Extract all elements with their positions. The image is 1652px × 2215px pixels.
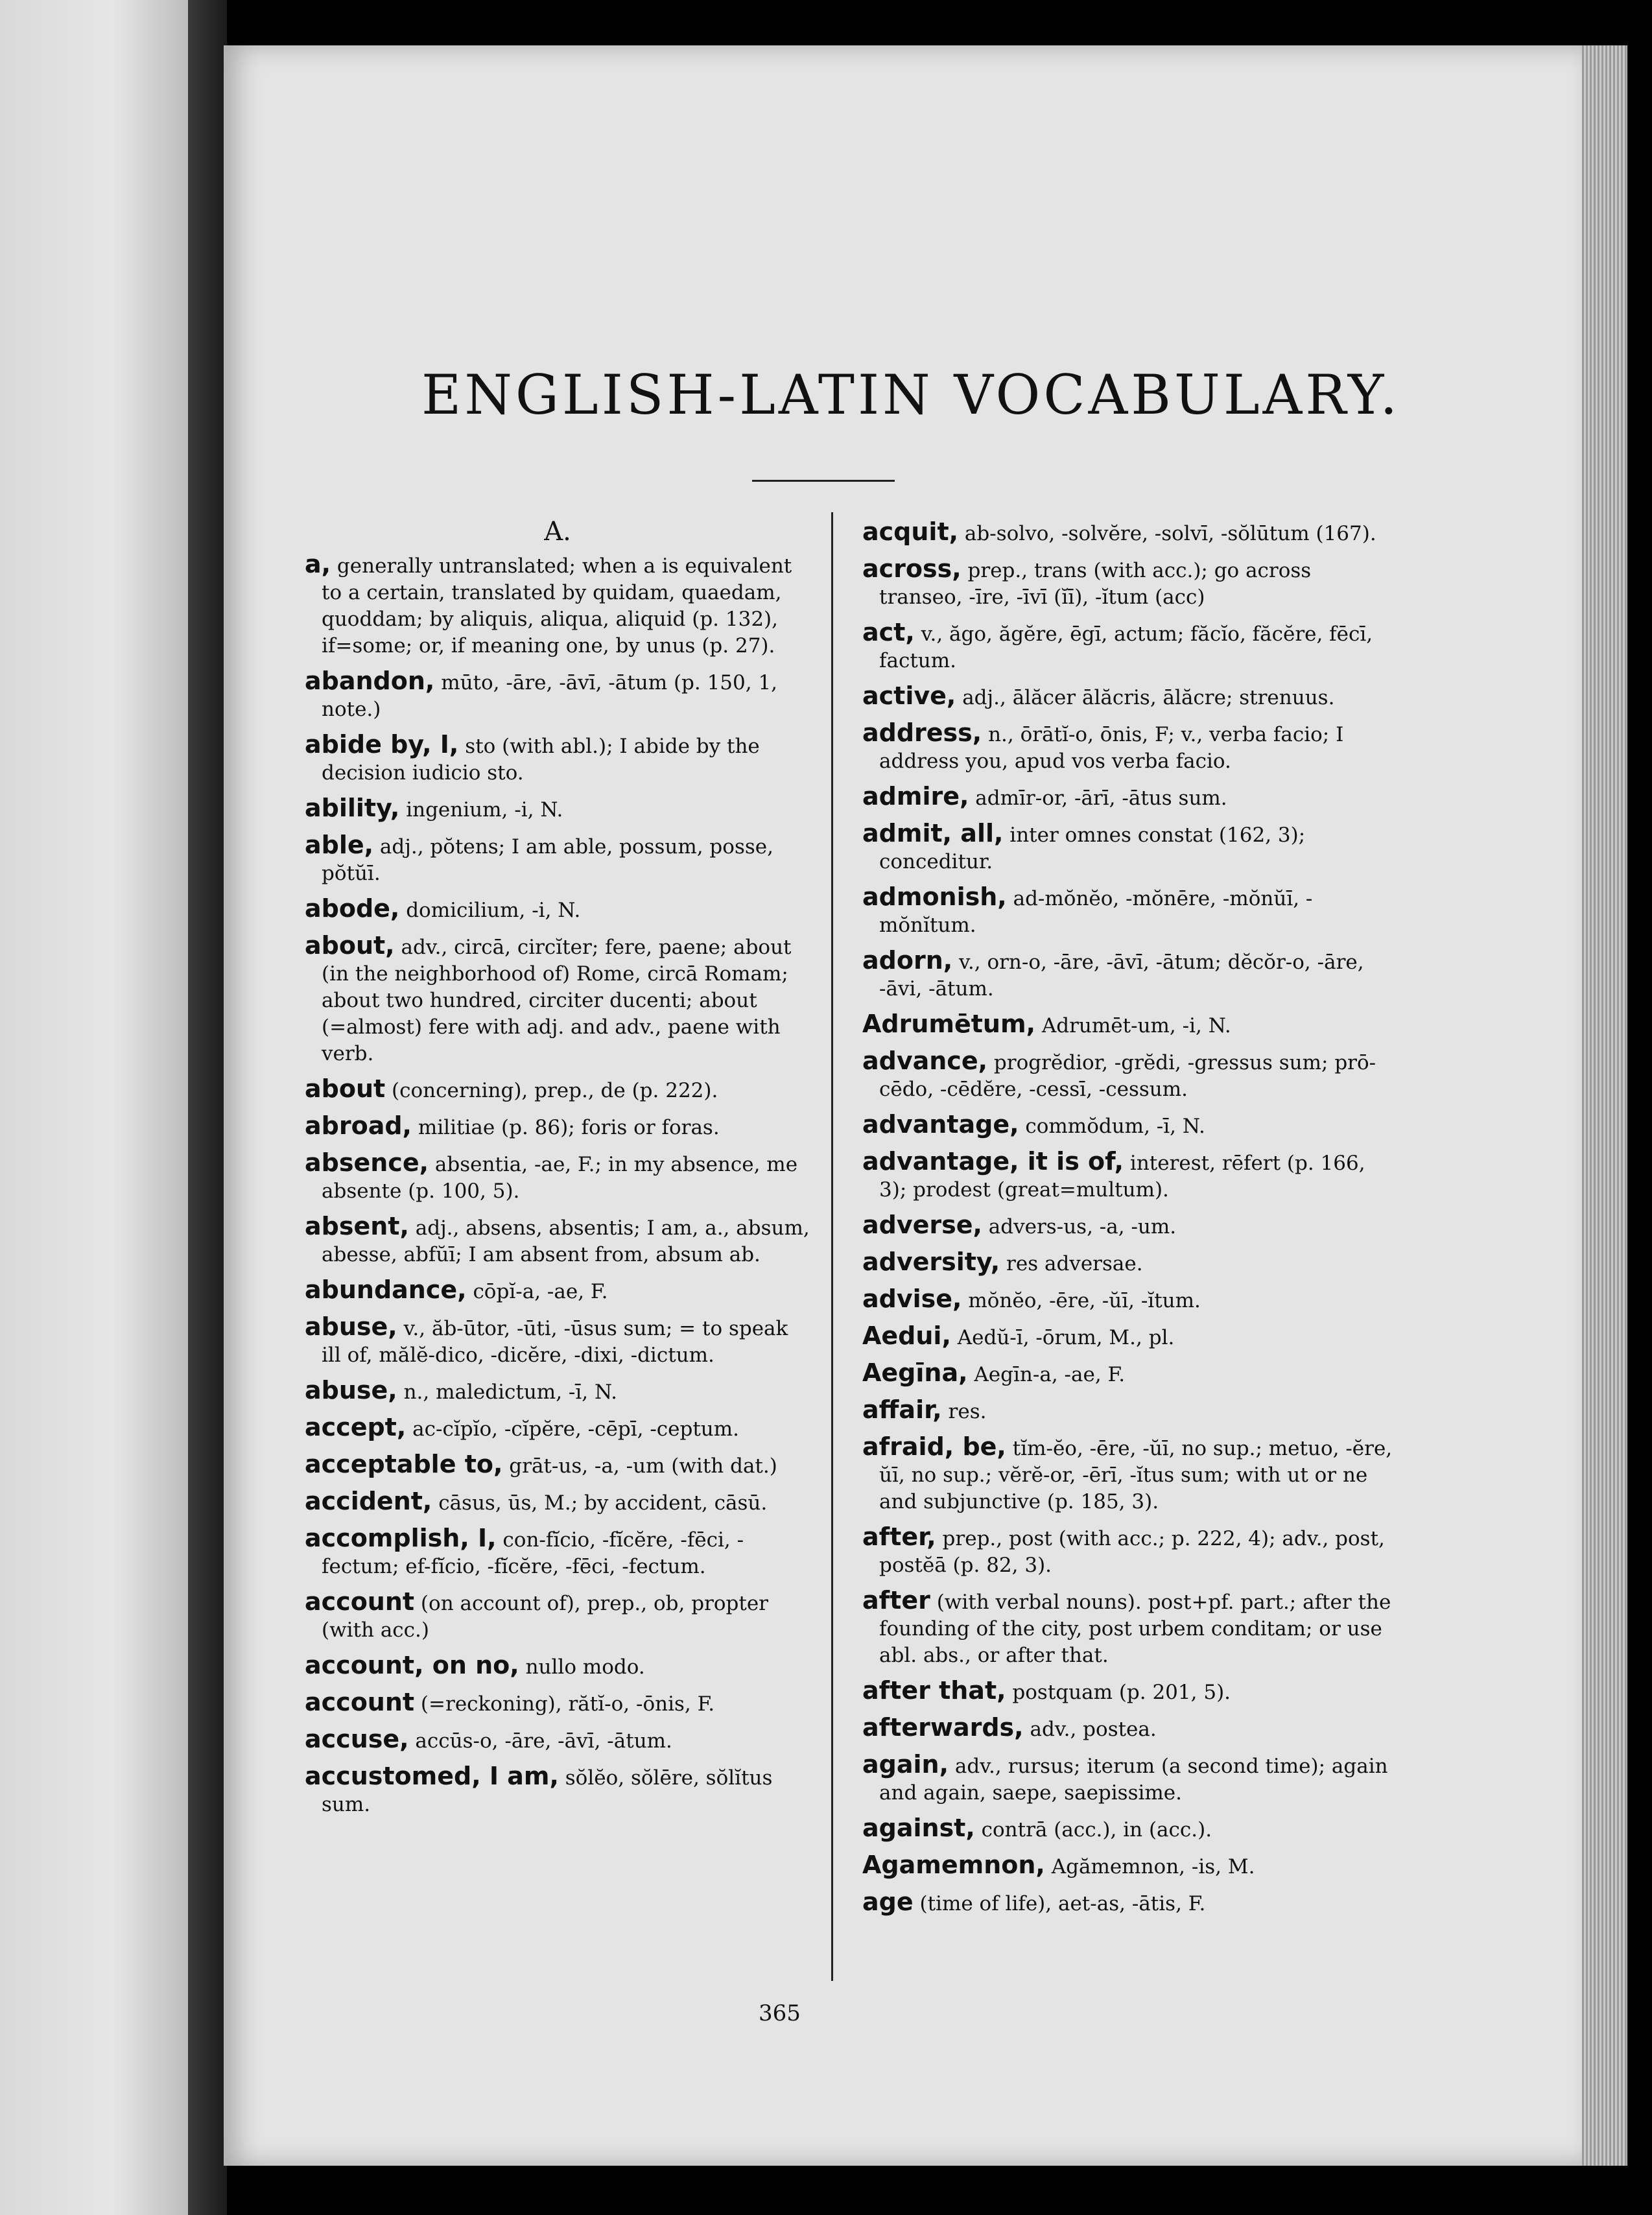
- vocab-entry: [862, 783, 1394, 811]
- entry-headword: afraid, be,: [862, 1432, 1006, 1461]
- entry-definition: adj., absens, absentis; I am, a., absum, abesse, abfŭī; I am absent from, absum ab.: [322, 1216, 810, 1266]
- vocab-entry: [862, 1714, 1394, 1742]
- entry-headword: about,: [305, 931, 395, 960]
- entry-definition: Aegīn-a, -ae, F.: [967, 1363, 1126, 1386]
- vocab-entry: [862, 1286, 1394, 1314]
- vocab-entry: [305, 668, 810, 722]
- vocab-entry: [862, 884, 1394, 938]
- entry-headword: accident,: [305, 1487, 432, 1515]
- entry-definition: (time of life), aet-as, -ātis, F.: [913, 1892, 1206, 1915]
- entry-definition: generally untranslated; when a is equivalent to a certain, translated by quidam, quaedam, quoddam; by aliquis, aliqua, aliquid (p. 132), if=some; or, if meaning one, by unus (p. 27).: [322, 554, 792, 657]
- entry-definition: advers-us, -a, -um.: [982, 1215, 1177, 1238]
- entry-definition: admīr-or, -ārī, -ātus sum.: [969, 787, 1227, 810]
- entry-definition: militiae (p. 86); foris or foras.: [411, 1116, 720, 1139]
- vocab-entry: [305, 1451, 810, 1479]
- entry-definition: ab-solvo, -solvĕre, -solvī, -sŏlūtum (167).: [958, 522, 1376, 545]
- letter-heading: A.: [544, 517, 571, 547]
- right-column: [862, 519, 1394, 1926]
- vocab-entry: [305, 1689, 810, 1717]
- entry-definition: n., maledictum, -ī, N.: [397, 1380, 617, 1404]
- vocab-entry: [862, 1434, 1394, 1515]
- facing-page: [0, 0, 188, 2215]
- entry-definition: prep., post (with acc.; p. 222, 4); adv., post, postĕā (p. 82, 3).: [879, 1527, 1385, 1577]
- entry-headword: Aedui,: [862, 1321, 951, 1350]
- page-title: ENGLISH-LATIN VOCABULARY.: [421, 363, 1401, 427]
- entry-headword: abroad,: [305, 1111, 412, 1140]
- entry-definition: ingenium, -i, N.: [399, 798, 563, 822]
- vocab-entry: [862, 1524, 1394, 1578]
- entry-headword: abode,: [305, 894, 400, 923]
- entry-headword: about: [305, 1074, 386, 1103]
- entry-definition: mūto, -āre, -āvī, -ātum (p. 150, 1, note.): [322, 671, 778, 721]
- entry-headword: active,: [862, 681, 956, 710]
- vocab-entry: [305, 1589, 810, 1643]
- entry-definition: nullo modo.: [519, 1655, 645, 1679]
- entry-headword: able,: [305, 831, 374, 859]
- entry-headword: after,: [862, 1522, 936, 1551]
- entry-headword: after that,: [862, 1676, 1006, 1705]
- entry-definition: interest, rēfert (p. 166, 3); prodest (great=multum).: [879, 1152, 1365, 1202]
- entry-definition: res.: [941, 1400, 987, 1423]
- vocab-entry: [862, 1751, 1394, 1806]
- entry-definition: grāt-us, -a, -um (with dat.): [502, 1454, 777, 1478]
- entry-headword: abundance,: [305, 1275, 467, 1304]
- page-edges: [1582, 45, 1627, 2166]
- entry-headword: again,: [862, 1750, 949, 1779]
- entry-headword: abuse,: [305, 1312, 397, 1341]
- entry-definition: adv., circā, circĭter; fere, paene; about (in the neighborhood of) Rome, circā Romam; about two hundred, circiter ducenti; about (=almost) fere with adj. and adv., paene with verb.: [322, 936, 792, 1065]
- entry-definition: adj., ālăcer ālăcris, ālăcre; strenuus.: [956, 686, 1335, 709]
- entry-headword: afterwards,: [862, 1713, 1024, 1742]
- vocab-entry: [862, 1889, 1394, 1917]
- entry-headword: across,: [862, 554, 962, 583]
- vocab-entry: [305, 1076, 810, 1104]
- vocab-entry: [305, 1414, 810, 1442]
- entry-headword: Agamemnon,: [862, 1851, 1045, 1879]
- vocab-entry: [305, 1525, 810, 1580]
- entry-definition: adv., rursus; iterum (a second time); again and again, saepe, saepissime.: [879, 1755, 1388, 1805]
- entry-headword: affair,: [862, 1395, 942, 1424]
- right-entries: [862, 519, 1394, 1917]
- entry-definition: sŏlĕo, sŏlēre, sŏlĭtus sum.: [322, 1766, 773, 1816]
- entry-definition: inter omnes constat (162, 3); conceditur.: [879, 823, 1306, 873]
- entry-definition: adv., postea.: [1023, 1718, 1157, 1741]
- entry-headword: Aegīna,: [862, 1358, 968, 1387]
- entry-headword: advantage,: [862, 1110, 1019, 1139]
- entry-headword: after: [862, 1586, 930, 1615]
- vocab-entry: [862, 947, 1394, 1002]
- entry-definition: cōpĭ-a, -ae, F.: [466, 1280, 608, 1303]
- vocab-entry: [305, 1113, 810, 1141]
- vocab-entry: [862, 1360, 1394, 1388]
- vocab-entry: [305, 795, 810, 823]
- vocab-entry: [305, 895, 810, 923]
- entry-headword: account, on no,: [305, 1651, 519, 1679]
- vocab-entry: [862, 519, 1394, 547]
- vocab-entry: [305, 1277, 810, 1305]
- entry-headword: act,: [862, 618, 915, 646]
- entry-headword: Adrumētum,: [862, 1010, 1036, 1038]
- entry-definition: (concerning), prep., de (p. 222).: [385, 1079, 718, 1102]
- vocab-entry: [305, 1726, 810, 1754]
- entry-definition: commŏdum, -ī, N.: [1019, 1115, 1205, 1138]
- entry-headword: against,: [862, 1814, 975, 1842]
- entry-headword: address,: [862, 718, 982, 747]
- vocab-entry: [862, 1852, 1394, 1880]
- entry-definition: postquam (p. 201, 5).: [1006, 1681, 1231, 1704]
- entry-headword: admonish,: [862, 882, 1007, 911]
- vocab-entry: [305, 1488, 810, 1516]
- vocab-entry: [862, 1815, 1394, 1843]
- book-gutter: [188, 0, 227, 2215]
- entry-definition: tĭm-ĕo, -ēre, -ŭī, no sup.; metuo, -ĕre, ŭī, no sup.; vĕrĕ-or, -ērī, -ĭtus sum; with ut or ne and subjunctive (p. 185, 3).: [879, 1437, 1393, 1513]
- entry-headword: adorn,: [862, 946, 953, 975]
- vocab-entry: [862, 1111, 1394, 1139]
- vocab-entry: [862, 1249, 1394, 1277]
- vocab-entry: [305, 1314, 810, 1368]
- entry-headword: advise,: [862, 1285, 962, 1313]
- entry-headword: accuse,: [305, 1725, 409, 1753]
- entry-headword: absent,: [305, 1212, 409, 1240]
- title-rule: [752, 480, 895, 482]
- entry-definition: (with verbal nouns). post+pf. part.; after the founding of the city, post urbem conditam; or use abl. abs., or after that.: [879, 1591, 1391, 1667]
- left-entries: [305, 551, 810, 1818]
- entry-headword: advance,: [862, 1047, 988, 1075]
- entry-headword: acceptable to,: [305, 1450, 503, 1478]
- entry-definition: Adrumēt-um, -i, N.: [1035, 1014, 1231, 1037]
- vocab-entry: [305, 1652, 810, 1680]
- entry-definition: contrā (acc.), in (acc.).: [974, 1818, 1212, 1842]
- entry-definition: (on account of), prep., ob, propter (with acc.): [322, 1592, 768, 1642]
- vocab-entry: [862, 619, 1394, 674]
- entry-definition: v., ăgo, ăgĕre, ēgī, actum; făcĭo, făcĕre, fēcī, factum.: [879, 622, 1373, 672]
- entry-definition: res adversae.: [1000, 1252, 1143, 1275]
- entry-headword: accustomed, I am,: [305, 1762, 559, 1790]
- vocab-entry: [305, 1377, 810, 1405]
- vocab-entry: [862, 1323, 1394, 1351]
- vocab-entry: [305, 1213, 810, 1268]
- entry-definition: v., orn-o, -āre, -āvī, -ātum; dĕcŏr-o, -āre, -āvi, -ātum.: [879, 951, 1364, 1001]
- entry-definition: progrĕdior, -grĕdi, -gressus sum; prō-cēdo, -cēdĕre, -cessī, -cessum.: [879, 1051, 1376, 1101]
- vocab-entry: [305, 1763, 810, 1818]
- vocab-entry: [862, 683, 1394, 711]
- entry-definition: v., ăb-ūtor, -ūti, -ūsus sum; = to speak ill of, mălĕ-dico, -dicĕre, -dixi, -dictum.: [322, 1317, 788, 1367]
- entry-definition: cāsus, ūs, M.; by accident, cāsū.: [432, 1491, 768, 1515]
- entry-definition: Agămemnon, -is, M.: [1044, 1855, 1255, 1878]
- entry-headword: ability,: [305, 794, 400, 822]
- vocab-entry: [862, 1677, 1394, 1705]
- entry-headword: advantage, it is of,: [862, 1147, 1124, 1176]
- entry-headword: account: [305, 1587, 415, 1616]
- vocab-entry: [862, 1048, 1394, 1102]
- entry-headword: acquit,: [862, 517, 959, 546]
- vocab-entry: [862, 1011, 1394, 1039]
- entry-headword: abide by, I,: [305, 730, 459, 759]
- entry-definition: mŏnĕo, -ēre, -ŭī, -ĭtum.: [962, 1289, 1201, 1312]
- vocab-entry: [305, 731, 810, 786]
- entry-headword: accomplish, I,: [305, 1524, 497, 1552]
- entry-headword: abuse,: [305, 1376, 397, 1404]
- vocab-entry: [862, 1212, 1394, 1240]
- entry-headword: admit, all,: [862, 819, 1004, 847]
- entry-definition: domicilium, -i, N.: [399, 899, 581, 922]
- entry-headword: adverse,: [862, 1211, 982, 1239]
- entry-definition: con-fĭcio, -fĭcĕre, -fēci, -fectum; ef-fĭcio, -fĭcĕre, -fēci, -fectum.: [322, 1528, 744, 1578]
- entry-definition: ac-cĭpĭo, -cĭpĕre, -cēpī, -ceptum.: [406, 1417, 740, 1441]
- entry-headword: a,: [305, 550, 331, 578]
- entry-definition: adj., pŏtens; I am able, possum, posse, pŏtŭī.: [322, 835, 773, 885]
- entry-headword: age: [862, 1888, 914, 1916]
- page-number: 365: [759, 2000, 801, 2026]
- entry-definition: sto (with abl.); I abide by the decision iudicio sto.: [322, 735, 760, 785]
- entry-headword: absence,: [305, 1148, 429, 1177]
- left-column: [305, 519, 810, 1827]
- entry-headword: account: [305, 1688, 415, 1716]
- column-divider: [831, 512, 833, 1981]
- vocab-entry: [862, 720, 1394, 774]
- entry-definition: Aedŭ-ī, -ōrum, M., pl.: [950, 1326, 1175, 1349]
- entry-definition: n., ōrātĭ-o, ōnis, F; v., verba facio; I address you, apud vos verba facio.: [879, 723, 1344, 773]
- vocab-entry: [305, 932, 810, 1067]
- vocab-entry: [862, 1587, 1394, 1668]
- vocab-entry: [862, 1148, 1394, 1203]
- entry-definition: prep., trans (with acc.); go across transeo, -īre, -īvī (ĭī), -ĭtum (acc): [879, 559, 1312, 609]
- vocab-entry: [862, 1397, 1394, 1425]
- entry-definition: (=reckoning), rătĭ-o, -ōnis, F.: [414, 1692, 715, 1716]
- vocab-entry: [305, 832, 810, 886]
- vocab-entry: [305, 1150, 810, 1204]
- entry-headword: adversity,: [862, 1248, 1000, 1276]
- entry-definition: accūs-o, -āre, -āvī, -ātum.: [408, 1729, 672, 1753]
- vocab-entry: [305, 551, 810, 659]
- entry-headword: accept,: [305, 1413, 407, 1441]
- vocab-entry: [862, 820, 1394, 875]
- entry-definition: ad-mŏnĕo, -mŏnēre, -mŏnŭī, -mŏnĭtum.: [879, 887, 1313, 937]
- entry-definition: absentia, -ae, F.; in my absence, me absente (p. 100, 5).: [322, 1153, 798, 1203]
- vocab-entry: [862, 556, 1394, 610]
- entry-headword: abandon,: [305, 667, 435, 695]
- entry-headword: admire,: [862, 782, 969, 811]
